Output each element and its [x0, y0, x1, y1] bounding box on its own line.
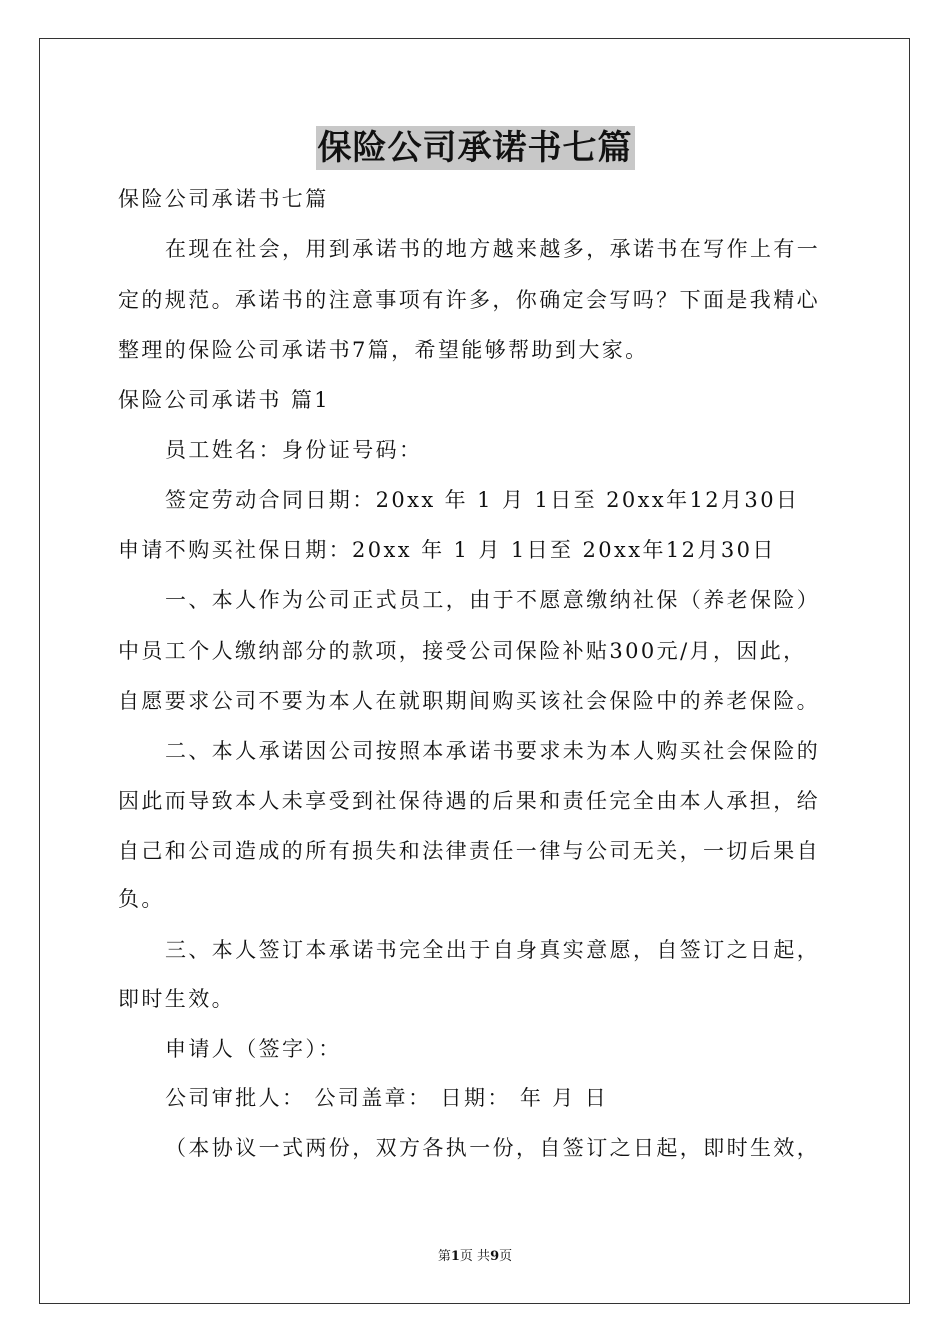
body-line: 一、本人作为公司正式员工，由于不愿意缴纳社保（养老保险）: [165, 588, 821, 612]
body-line: 在现在社会，用到承诺书的地方越来越多，承诺书在写作上有一: [165, 237, 821, 261]
footer-prefix: 第: [437, 1249, 451, 1264]
body-line: 自愿要求公司不要为本人在就职期间购买该社会保险中的养老保险。: [118, 689, 820, 713]
footer-total-pages: 9: [490, 1249, 500, 1264]
body-line: 申请人（签字）：: [165, 1037, 342, 1061]
body-line: 整理的保险公司承诺书7篇，希望能够帮助到大家。: [118, 338, 649, 362]
body-line: 中员工个人缴纳部分的款项，接受公司保险补贴300元/月，因此，: [118, 639, 807, 663]
body-line: 签定劳动合同日期：20xx 年 1 月 1日至 20xx年12月30日: [165, 488, 800, 512]
title-container: [0, 126, 950, 170]
body-line: 员工姓名：身份证号码：: [165, 438, 423, 462]
body-line: 保险公司承诺书 篇1: [118, 388, 331, 412]
body-line: 因此而导致本人未享受到社保待遇的后果和责任完全由本人承担，给: [118, 789, 820, 813]
body-line: （本协议一式两份，双方各执一份，自签订之日起，即时生效，: [165, 1136, 821, 1160]
page-border: [39, 38, 910, 1304]
page-footer: [0, 1248, 950, 1266]
body-line: 定的规范。承诺书的注意事项有许多，你确定会写吗？下面是我精心: [118, 288, 820, 312]
body-line: 即时生效。: [118, 987, 235, 1011]
footer-page-number: 1: [450, 1249, 460, 1264]
body-line: 自己和公司造成的所有损失和法律责任一律与公司无关，一切后果自: [118, 839, 820, 863]
body-line: 申请不购买社保日期：20xx 年 1 月 1日至 20xx年12月30日: [118, 538, 776, 562]
footer-mid: 页 共: [459, 1249, 491, 1264]
document-title: 保险公司承诺书七篇: [317, 128, 633, 168]
body-line: 三、本人签订本承诺书完全出于自身真实意愿，自签订之日起，: [165, 938, 821, 962]
body-line: 二、本人承诺因公司按照本承诺书要求未为本人购买社会保险的: [165, 739, 821, 763]
footer-suffix: 页: [499, 1249, 513, 1264]
body-line: 保险公司承诺书七篇: [118, 187, 329, 211]
body-line: 公司审批人： 公司盖章： 日期： 年 月 日: [165, 1086, 609, 1110]
body-line: 负。: [118, 887, 165, 911]
